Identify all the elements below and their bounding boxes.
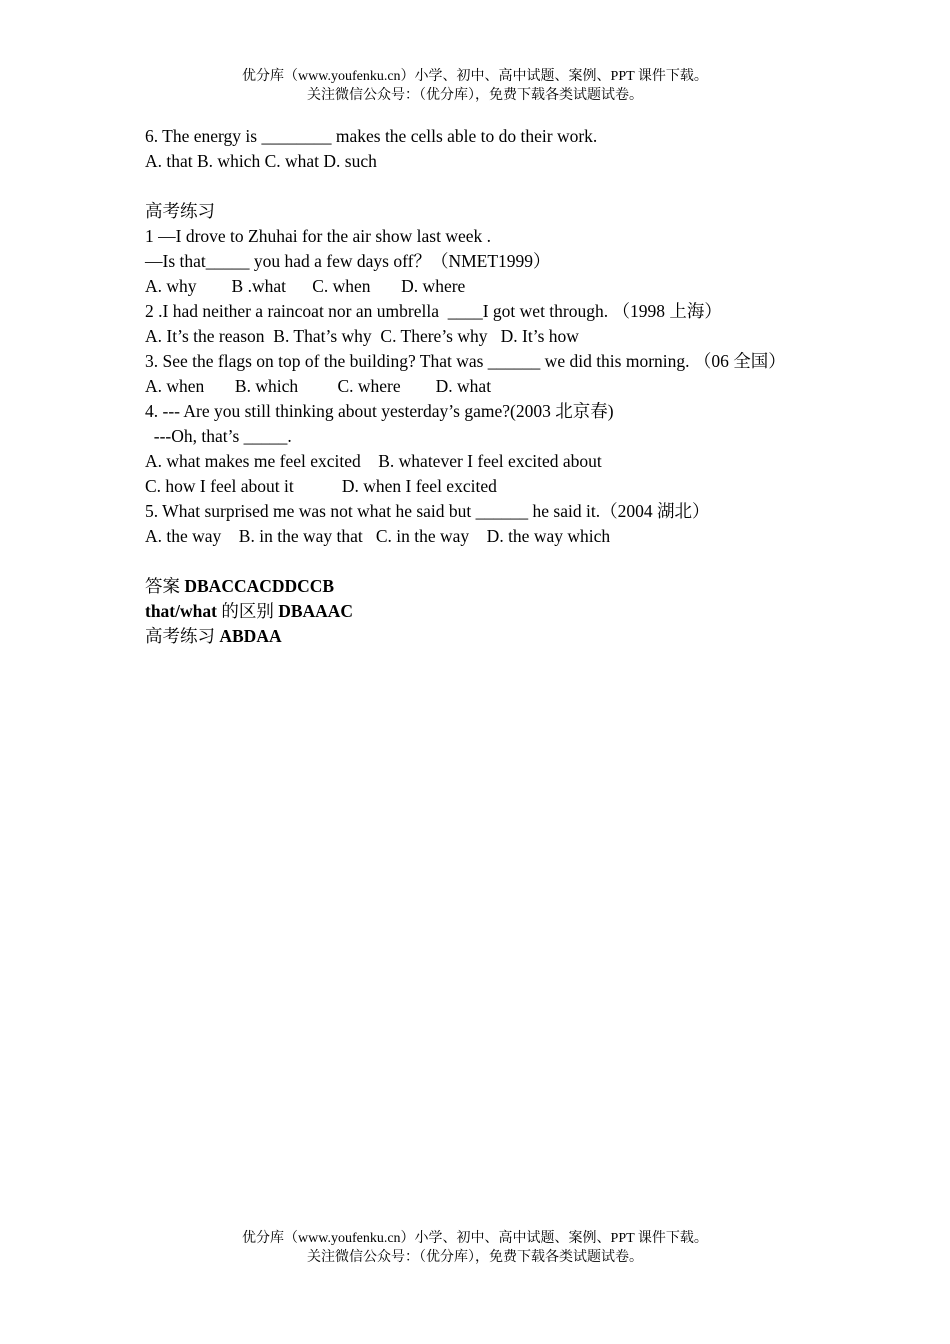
answer-key-1 xyxy=(145,574,810,599)
answer-key-1-value: DBACCACDDCCB xyxy=(184,576,335,596)
header-line-2: 关注微信公众号：（优分库），免费下载各类试题试卷。 xyxy=(307,88,643,103)
page-header xyxy=(0,67,950,105)
document-body xyxy=(145,124,810,649)
gaokao-question-4-options-1: A. what makes me feel excited B. whatever I feel excited about xyxy=(145,451,602,471)
answer-key-3-label: 高考练习 xyxy=(145,626,220,646)
answer-key-2 xyxy=(145,599,810,624)
header-line-1: 优分库（www.youfenku.cn）小学、初中、高中试题、案例、PPT 课件下载。 xyxy=(242,69,708,84)
answer-key-3-value: ABDAA xyxy=(219,626,282,646)
question-6: 6. The energy is ________ makes the cells able to do their work. xyxy=(145,126,598,146)
answer-key-2-label: 的区别 xyxy=(216,601,279,621)
footer-line-2: 关注微信公众号：（优分库），免费下载各类试题试卷。 xyxy=(307,1250,643,1265)
gaokao-question-3-options: A. when B. which C. where D. what xyxy=(145,376,492,396)
spacer xyxy=(145,549,810,574)
section-title: 高考练习 xyxy=(145,201,215,221)
gaokao-question-4-options-2: C. how I feel about it D. when I feel excited xyxy=(145,476,497,496)
page-footer xyxy=(0,1229,950,1267)
gaokao-question-1-options: A. why B .what C. when D. where xyxy=(145,276,466,296)
gaokao-question-1-line-2: —Is that_____ you had a few days off？（NMET1999） xyxy=(145,251,551,271)
gaokao-question-5-options: A. the way B. in the way that C. in the way D. the way which xyxy=(145,526,611,546)
gaokao-question-2: 2 .I had neither a raincoat nor an umbrella ____I got wet through. （1998 上海） xyxy=(145,301,722,321)
gaokao-question-2-options: A. It’s the reason B. That’s why C. There’s why D. It’s how xyxy=(145,326,579,346)
gaokao-question-3: 3. See the flags on top of the building? That was ______ we did this morning. （06 全国） xyxy=(145,351,786,371)
gaokao-question-4-line-2: ---Oh, that’s _____. xyxy=(145,426,292,446)
gaokao-question-4-line-1: 4. --- Are you still thinking about yesterday’s game?(2003 北京春) xyxy=(145,401,614,421)
gaokao-question-1-line-1: 1 —I drove to Zhuhai for the air show last week . xyxy=(145,226,492,246)
gaokao-question-5: 5. What surprised me was not what he said but ______ he said it.（2004 湖北） xyxy=(145,501,710,521)
footer-line-1: 优分库（www.youfenku.cn）小学、初中、高中试题、案例、PPT 课件下载。 xyxy=(242,1231,708,1246)
spacer xyxy=(145,174,810,199)
answer-key-2-label-bold: that/what xyxy=(145,601,217,621)
question-6-options: A. that B. which C. what D. such xyxy=(145,151,377,171)
answer-key-1-label: 答案 xyxy=(145,576,185,596)
answer-key-2-value: DBAAAC xyxy=(278,601,354,621)
answer-key-3 xyxy=(145,624,810,649)
